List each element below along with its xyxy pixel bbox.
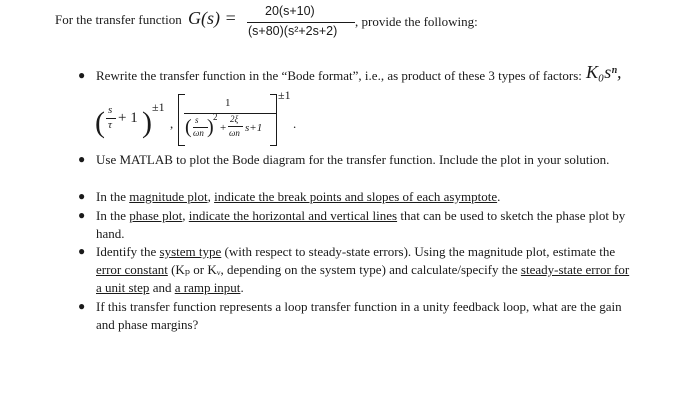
sep-comma: ,: [170, 116, 174, 131]
bracket-right: [270, 94, 277, 146]
q-num: 1: [225, 97, 231, 109]
paren-close: ): [142, 106, 152, 139]
q-exp: ±1: [278, 88, 291, 102]
bullet-dot: ●: [78, 189, 86, 203]
b5-mid1: (with respect to steady-state errors). Using the magnitude plot, estimate the: [221, 244, 616, 259]
bullet-dot: ●: [78, 208, 86, 222]
b5-pre: Identify the: [96, 244, 160, 259]
q-plus: +: [220, 122, 227, 134]
q-inner-den: ωn: [193, 128, 204, 138]
factors-end: .: [293, 116, 297, 131]
b4-lines: indicate the horizontal and vertical lines: [188, 208, 398, 223]
bullet-2-text: Use MATLAB to plot the Bode diagram for the transfer function. Include the plot in your solution.: [96, 152, 610, 167]
tf-fraction-bar: [247, 22, 355, 23]
q-damp-bar: [228, 126, 243, 127]
bullet-5-text: [96, 243, 636, 297]
b3-mid: ,: [207, 189, 215, 204]
bullet-4-text: [96, 207, 636, 243]
b5-system-type: system type: [159, 244, 222, 259]
bullet-dot: ●: [78, 152, 86, 166]
bullet-6-text: If this transfer function represents a loop transfer function in a unity feedback loop, what are the gain and phase margins?: [96, 299, 622, 332]
q-inner-num: s: [195, 115, 199, 125]
bullet-dot: ●: [78, 68, 86, 82]
q-damp-den: ωn: [229, 128, 240, 138]
q-paren-close: ): [207, 116, 214, 138]
b5-error-constant: error constant: [96, 262, 168, 277]
b3-pre: In the: [96, 189, 130, 204]
q-paren-open: (: [185, 116, 192, 138]
bullet-1-text: Rewrite the transfer function in the “Bode format”, i.e., as product of these 3 types of factors:: [96, 68, 582, 83]
b4-mid: ,: [182, 208, 189, 223]
function-name: G(s) =: [188, 8, 237, 28]
paren-open: (: [95, 106, 105, 139]
q-tail: s+1: [245, 122, 263, 134]
bullet-dot: ●: [78, 299, 86, 313]
intro-lead: For the transfer function: [55, 12, 182, 27]
intro-tail: , provide the following:: [355, 14, 478, 29]
b5-steady-state-error: steady-state error for a unit step: [96, 262, 630, 295]
b3-post: .: [497, 189, 501, 204]
tf-denominator: (s+80)(s²+2s+2): [248, 24, 338, 38]
b3-break-points: indicate the break points and slopes of each asymptote: [214, 189, 498, 204]
b4-phase-plot: phase plot: [129, 208, 183, 223]
bracket-left: [178, 94, 185, 146]
b5-post: .: [240, 280, 244, 295]
b5-mid2: (Kₚ or Kᵥ, depending on the system type) and calculate/specify the: [167, 262, 521, 277]
b4-pre: In the: [96, 208, 130, 223]
tf-numerator: 20(s+10): [265, 4, 315, 18]
bullet-dot: ●: [78, 244, 86, 258]
b4-post: that can be used to sketch the phase plot by hand.: [96, 208, 626, 241]
b3-magnitude-plot: magnitude plot: [129, 189, 208, 204]
bullet-3-text: [96, 188, 636, 206]
first-den: τ: [108, 119, 112, 131]
bode-factor: K₀sⁿ,: [586, 62, 622, 82]
first-tail: + 1: [118, 110, 138, 126]
first-exp: ±1: [152, 100, 165, 114]
b5-mid3: and: [149, 280, 175, 295]
q-damp-num: 2ξ: [230, 114, 239, 124]
first-num: s: [108, 104, 113, 116]
b5-ramp-input: a ramp input: [174, 280, 241, 295]
q-sq: 2: [213, 112, 218, 122]
